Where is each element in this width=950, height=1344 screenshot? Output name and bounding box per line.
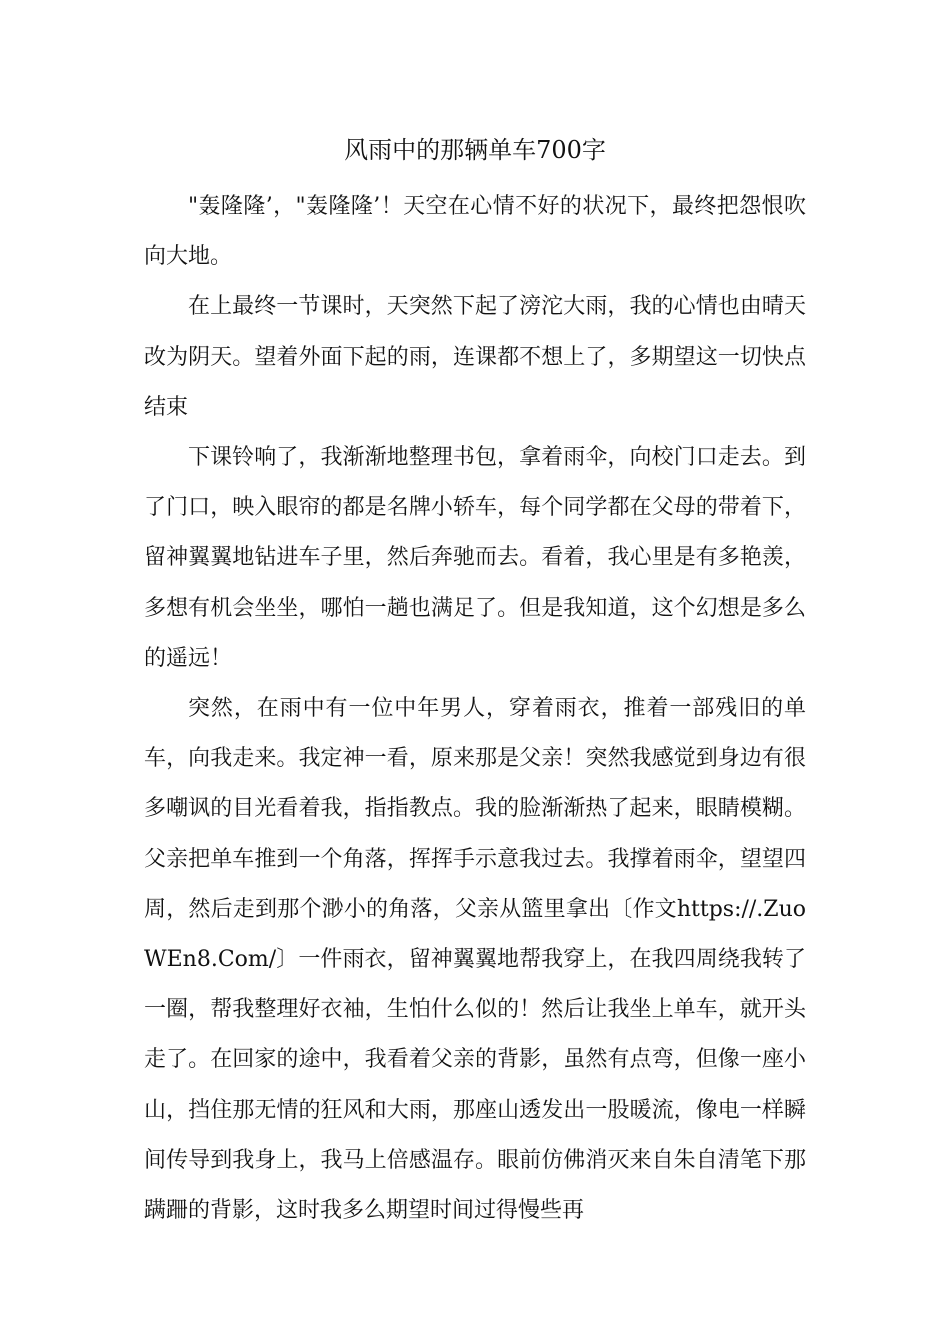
paragraph: 在上最终一节课时，天突然下起了滂沱大雨，我的心情也由晴天改为阴天。望着外面下起的雨，连课都不想上了，多期望这一切快点结束 [144, 294, 806, 420]
document-title: 风雨中的那辆单车700字 [344, 136, 606, 164]
paragraph: 下课铃响了，我渐渐地整理书包，拿着雨伞，向校门口走去。到了门口，映入眼帘的都是名牌小轿车，每个同学都在父母的带着下，留神翼翼地钻进车子里，然后奔驰而去。看着，我心里是有多艳羡，多想有机会坐坐，哪怕一趟也满足了。但是我知道，这个幻想是多么的遥远！ [144, 445, 806, 671]
document-body [144, 182, 806, 1236]
paragraph: "轰隆隆’，"轰隆隆’！天空在心情不好的状况下，最终把怨恨吹向大地。 [144, 194, 806, 270]
paragraph: 突然，在雨中有一位中年男人，穿着雨衣，推着一部残旧的单车，向我走来。我定神一看，原来那是父亲！突然我感觉到身边有很多嘲讽的目光看着我，指指教点。我的脸渐渐热了起来，眼睛模糊。父亲把单车推到一个角落，挥挥手示意我过去。我撑着雨伞，望望四周，然后走到那个渺小的角落，父亲从篮里拿出〔作文https://.ZuoWEn8.Com/〕一件雨衣，留神翼翼地帮我穿上，在我四周绕我转了一圈，帮我整理好衣袖，生怕什么似的！然后让我坐上单车，就开头走了。在回家的途中，我看着父亲的背影，虽然有点弯，但像一座小山，挡住那无情的狂风和大雨，那座山透发出一股暖流，像电一样瞬间传导到我身上，我马上倍感温存。眼前仿佛消灭来自朱自清笔下那蹒跚的背影，这时我多么期望时间过得慢些再 [144, 696, 806, 1224]
